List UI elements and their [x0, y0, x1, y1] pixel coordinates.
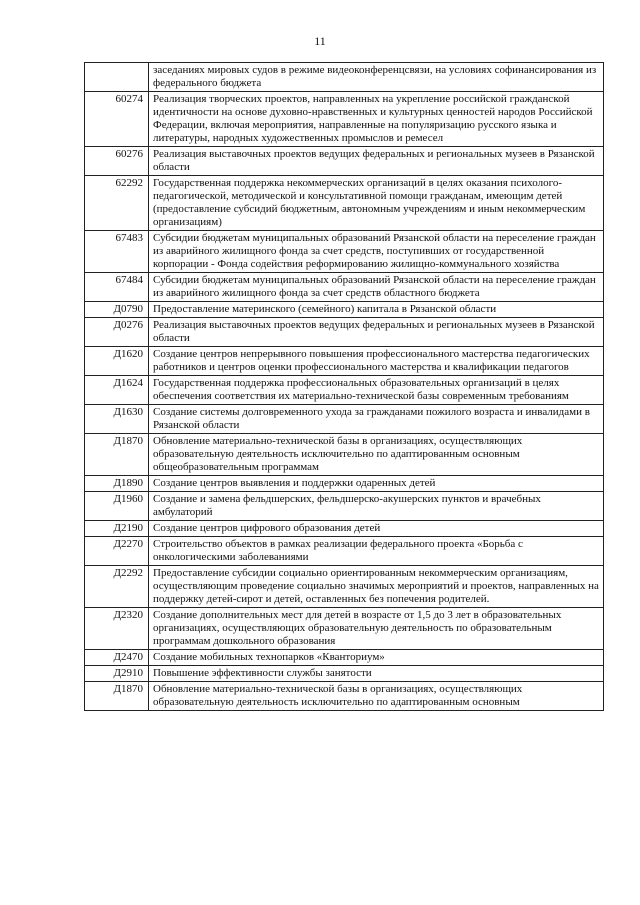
row-description: Обновление материально-технической базы в организациях, осуществляющих образовательную деятельность исключительно по адаптированным основным — [149, 682, 604, 711]
table-row — [85, 666, 604, 682]
table-row — [85, 63, 604, 92]
row-description: Создание центров непрерывного повышения профессионального мастерства педагогических работников и центров оценки профессионального мастерства и квалификации педагогов — [149, 347, 604, 376]
row-description: Государственная поддержка некоммерческих организаций в целях оказания психолого-педагогической, методической и консультативной помощи гражданам, имеющим детей (предоставление субсидий бюджетным, автономным учреждениям и иным некоммерческим организациям) — [149, 176, 604, 231]
table-row — [85, 682, 604, 711]
row-description: Строительство объектов в рамках реализации федерального проекта «Борьба с онкологическими заболеваниями — [149, 537, 604, 566]
table-row — [85, 566, 604, 608]
table-row — [85, 537, 604, 566]
row-code: Д2270 — [85, 537, 149, 566]
table-row — [85, 92, 604, 147]
row-description: Создание дополнительных мест для детей в возрасте от 1,5 до 3 лет в образовательных организациях, осуществляющих образовательную деятельность по образовательным программам дошкольного образования — [149, 608, 604, 650]
row-description: Создание мобильных технопарков «Кванториум» — [149, 650, 604, 666]
table-row — [85, 476, 604, 492]
row-description: Субсидии бюджетам муниципальных образований Рязанской области на переселение граждан из аварийного жилищного фонда за счет средств, поступивших от государственной корпорации - Фонда содействия реформированию жилищно-коммунального хозяйства — [149, 231, 604, 273]
table-row — [85, 231, 604, 273]
row-description: Предоставление материнского (семейного) капитала в Рязанской области — [149, 302, 604, 318]
row-description: заседаниях мировых судов в режиме видеоконференцсвязи, на условиях софинансирования из федерального бюджета — [149, 63, 604, 92]
row-description: Реализация выставочных проектов ведущих федеральных и региональных музеев в Рязанской области — [149, 318, 604, 347]
row-code: 60276 — [85, 147, 149, 176]
row-description: Реализация выставочных проектов ведущих федеральных и региональных музеев в Рязанской области — [149, 147, 604, 176]
row-code: 67484 — [85, 273, 149, 302]
row-description: Повышение эффективности службы занятости — [149, 666, 604, 682]
row-code: Д1870 — [85, 434, 149, 476]
row-code — [85, 63, 149, 92]
row-description: Обновление материально-технической базы в организациях, осуществляющих образовательную деятельность исключительно по адаптированным основным общеобразовательным программам — [149, 434, 604, 476]
row-code: 60274 — [85, 92, 149, 147]
table-row — [85, 434, 604, 476]
budget-codes-table — [84, 62, 604, 711]
row-description: Субсидии бюджетам муниципальных образований Рязанской области на переселение граждан из аварийного жилищного фонда за счет средств областного бюджета — [149, 273, 604, 302]
row-description: Создание центров выявления и поддержки одаренных детей — [149, 476, 604, 492]
row-code: Д1620 — [85, 347, 149, 376]
row-description: Создание и замена фельдшерских, фельдшерско-акушерских пунктов и врачебных амбулаторий — [149, 492, 604, 521]
row-description: Создание центров цифрового образования детей — [149, 521, 604, 537]
row-code: Д2470 — [85, 650, 149, 666]
row-code: 62292 — [85, 176, 149, 231]
row-description: Создание системы долговременного ухода за гражданами пожилого возраста и инвалидами в Рязанской области — [149, 405, 604, 434]
row-description: Государственная поддержка профессиональных образовательных организаций в целях обеспечения соответствия их материально-технической базы современным требованиям — [149, 376, 604, 405]
table-row — [85, 302, 604, 318]
table-row — [85, 176, 604, 231]
table-row — [85, 405, 604, 434]
table-row — [85, 147, 604, 176]
row-code: Д2910 — [85, 666, 149, 682]
table-row — [85, 347, 604, 376]
table-row — [85, 318, 604, 347]
row-description: Реализация творческих проектов, направленных на укрепление российской гражданской идентичности на основе духовно-нравственных и культурных ценностей народов Российской Федерации, включая мероприятия, направленные на популяризацию русского языка и литературы, народных художественных промыслов и ремесел — [149, 92, 604, 147]
row-code: Д0276 — [85, 318, 149, 347]
row-code: Д1630 — [85, 405, 149, 434]
row-code: Д1890 — [85, 476, 149, 492]
row-code: Д2190 — [85, 521, 149, 537]
row-code: Д2320 — [85, 608, 149, 650]
row-description: Предоставление субсидии социально ориентированным некоммерческим организациям, осуществляющим проведение социально значимых мероприятий и проектов, направленных на поддержку детей-сирот и детей, оставленных без попечения родителей. — [149, 566, 604, 608]
table-row — [85, 492, 604, 521]
table-body — [85, 63, 604, 711]
table-row — [85, 608, 604, 650]
table-row — [85, 376, 604, 405]
row-code: Д0790 — [85, 302, 149, 318]
row-code: Д1870 — [85, 682, 149, 711]
row-code: Д2292 — [85, 566, 149, 608]
table-row — [85, 273, 604, 302]
row-code: 67483 — [85, 231, 149, 273]
row-code: Д1960 — [85, 492, 149, 521]
row-code: Д1624 — [85, 376, 149, 405]
table-row — [85, 521, 604, 537]
page-number: 11 — [314, 34, 326, 48]
table-row — [85, 650, 604, 666]
